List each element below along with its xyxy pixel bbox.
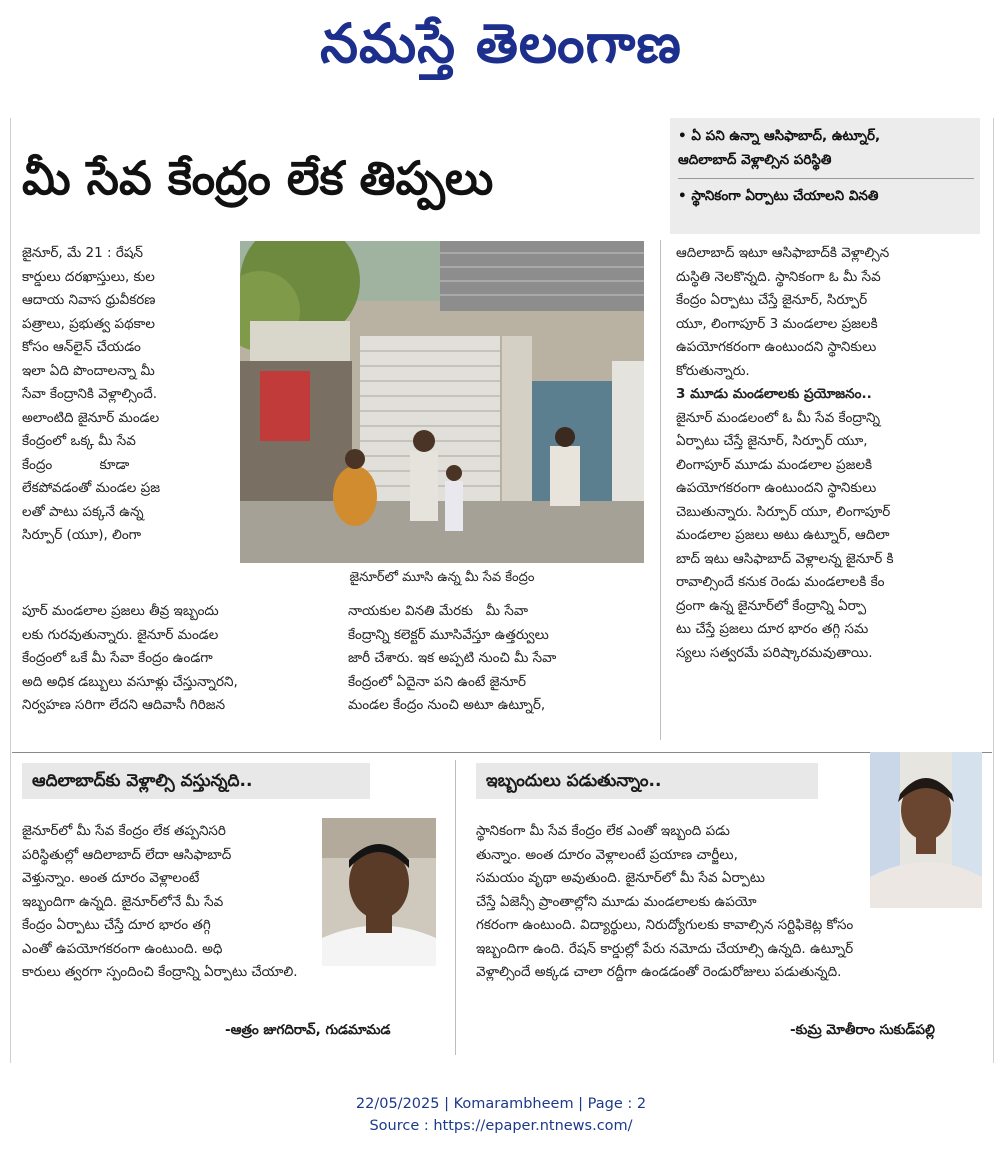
text-line: స్యలు సత్వరమే పరిష్కారమవుతాయి. [676,644,873,661]
text-line: జైనూర్, మే 21 : రేషన్ [22,245,143,261]
text-line: కేంద్రంలో ఒక్క మీ సేవ [22,433,136,449]
text-line: లింగాపూర్ మూడు మండలాల ప్రజలకి [676,456,873,473]
text-line: జారీ చేశారు. ఇక అప్పటి నుంచి మీ సేవా [348,650,557,666]
portrait-photo-2 [870,752,982,908]
column-divider [660,240,661,740]
text-line: నిర్వహణ సరిగా లేదని ఆదివాసీ గిరిజన [22,697,226,713]
text-line: జైనూర్ మండలంలో ఓ మీ సేవ కేంద్రాన్ని [676,409,881,426]
text-line: కోసం ఆన్‌లైన్ చేయడం [22,339,141,355]
text-line: కార్డులు దరఖాస్తులు, కుల [22,268,155,285]
text-line: అది అధిక డబ్బులు వసూళ్లు చేస్తున్నారని, [22,673,238,690]
left-column-continued [22,600,342,718]
portrait-photo-1 [322,818,436,966]
article-headline: మీ సేవ కేంద్రం లేక తిప్పలు [22,151,494,205]
text-line: లేకపోవడంతో మండల ప్రజ [22,480,161,496]
section-divider [12,752,992,753]
text-line: కేంద్రం కూడా [22,456,130,473]
text-line: కేంద్రంలో ఒకే మీ సేవా కేంద్రం ఉండగా [22,650,213,666]
box2-text-wide [476,914,982,985]
storefront-illustration [240,241,644,563]
text-line: ఇబ్బందిగా ఉంది. రేషన్ కార్డుల్లో పేరు నమోదు చేయాల్సి ఉన్నది. ఉట్నూర్ [476,940,854,957]
text-line: చెబుతున్నారు. సిర్పూర్ యూ, లింగాపూర్ [676,503,891,520]
text-line: కేంద్రం ఏర్పాటు చేస్తే జైనూర్, సిర్పూర్ [676,292,868,308]
text-line: బాద్ ఇటు ఆసిఫాబాద్ వెళ్లాలన్న జైనూర్ కి [676,550,894,567]
highlight-line: • స్థానికంగా ఏర్పాటు చేయాలని వినతి [678,188,879,204]
text-line: కేంద్రంలో ఏదైనా పని ఉంటే జైనూర్ [348,673,526,690]
person-portrait-icon [322,818,436,966]
text-line: రావాల్సిందే కనుక రెండు మండలాలకి కేం [676,574,885,590]
masthead-title: నమస్తే తెలంగాణ [320,11,682,75]
box2-byline: -కుమ్ర మోతీరాం సుకుడ్‌పల్లి [790,1022,935,1038]
text-line: లకు గురవుతున్నారు. జైనూర్ మండల [22,626,219,643]
person-portrait-icon [870,752,982,908]
text-line: తున్నాం. అంత దూరం వెళ్లాలంటే ప్రయాణ చార్జీలు, [476,846,738,863]
footer-date-page: 22/05/2025 | Komarambheem | Page : 2 [355,1096,647,1112]
text-line: యూ, లింగాపూర్ 3 మండలాల ప్రజలకి [676,315,878,332]
text-line: సేవా కేంద్రానికి వెళ్లాల్సిందే. [22,386,158,402]
box1-subhead: ఆదిలాబాద్‌కు వెళ్లాల్సి వస్తున్నది.. [22,763,370,799]
text-line: టు చేస్తే ప్రజలు దూర భారం తగ్గి సమ [676,621,869,637]
text-line: లతో పాటు పక్కనే ఉన్న [22,503,144,520]
text-line: నాయకుల వినతి మేరకు మీ సేవా [348,603,528,619]
highlight-divider [678,178,974,179]
text-line: పూర్ మండలాల ప్రజలు తీవ్ర ఇబ్బందు [22,603,219,619]
text-line: దుస్థితి నెలకొన్నది. స్థానికంగా ఓ మీ సేవ [676,268,881,285]
text-line: ఆదాయ నివాస ధ్రువీకరణ [22,292,156,308]
text-line: ఇబ్బందిగా ఉన్నది. జైనూర్‌లోనే మీ సేవ [22,893,224,910]
text-line: ఉపయోగకరంగా ఉంటుందని స్థానికులు [676,339,877,355]
text-line: వెళ్లాల్సిందే అక్కడ చాలా రద్దీగా ఉండడంతో రెండురోజులు పడుతున్నది. [476,964,842,980]
text-line: జైనూర్‌లో మీ సేవ కేంద్రం లేక తప్పనిసరి [22,823,226,839]
text-line: సమయం వృథా అవుతుంది. జైనూర్‌లో మీ సేవ ఏర్పాటు [476,870,765,886]
column-divider [455,760,456,1055]
middle-column [348,600,648,718]
text-line: వెళ్తున్నాం. అంత దూరం వెళ్లాలంటే [22,870,200,886]
text-line: ఆదిలాబాద్ ఇటూ ఆసిఫాబాద్‌కి వెళ్లాల్సిన [676,245,890,261]
closed-meeseva-photo [240,241,644,563]
highlight-line: • ఏ పని ఉన్నా ఆసిఫాబాద్, ఉట్నూర్, [678,128,881,144]
text-line: ఉపయోగకరంగా ఉంటుందని స్థానికులు [676,480,877,496]
text-line: స్థానికంగా మీ సేవ కేంద్రం లేక ఎంతో ఇబ్బంది పడు [476,823,730,839]
text-line: కేంద్రం ఏర్పాటు చేస్తే దూర భారం తగ్గి [22,917,211,933]
highlights-box [670,118,980,234]
highlight-line: ఆదిలాబాద్ వెళ్లాల్సిన పరిస్థితి [678,152,832,168]
photo-caption: జైనూర్‌లో మూసి ఉన్న మీ సేవ కేంద్రం [349,570,535,585]
text-line: మండలాల ప్రజలు అటు ఉట్నూర్, ఆదిలా [676,527,890,543]
text-line: ఎంతో ఉపయోగకరంగా ఉంటుంది. అధి [22,940,223,957]
section-subhead: 3 మూడు మండలాలకు ప్రయోజనం.. [676,386,872,402]
box1-text [22,820,318,961]
text-line: ఏర్పాటు చేస్తే జైనూర్, సిర్పూర్ యూ, [676,433,868,449]
text-line: సిర్పూర్ (యూ), లింగా [22,527,142,543]
right-column [676,242,982,665]
text-line: మండల కేంద్రం నుంచి అటూ ఉట్నూర్, [348,697,546,713]
left-column [22,242,234,548]
text-line: అలాంటిది జైనూర్ మండల [22,409,160,426]
footer-source: Source : https://epaper.ntnews.com/ [369,1118,633,1134]
text-line: కారులు త్వరగా స్పందించి కేంద్రాన్ని ఏర్పాటు చేయాలి. [22,964,298,980]
box2-subhead: ఇబ్బందులు పడుతున్నాం.. [476,763,818,799]
box2-text [476,820,866,914]
box1-byline: -ఆత్రం జుగదిరావ్, గుడమామడ [225,1022,391,1038]
text-line: గకరంగా ఉంటుంది. విద్యార్థులు, నిరుద్యోగులకు కావాల్సిన సర్టిఫికెట్ల కోసం [476,917,854,933]
text-line: చేస్తే ఏజెన్సీ ప్రాంతాల్లోని మూడు మండలాలకు ఉపయో [476,893,757,910]
text-line: ఇలా ఏది పొందాలన్నా మీ [22,362,155,379]
text-line: పత్రాలు, ప్రభుత్వ పథకాల [22,315,155,332]
text-line: కేంద్రాన్ని కలెక్టర్ మూసివేస్తూ ఉత్తర్వులు [348,626,549,643]
text-line: ద్రంగా ఉన్న జైనూర్‌లో కేంద్రాన్ని ఏర్పా [676,597,867,614]
text-line: పరిస్థితుల్లో ఆదిలాబాద్ లేదా ఆసిఫాబాద్ [22,846,232,863]
text-line: కోరుతున్నారు. [676,362,750,379]
